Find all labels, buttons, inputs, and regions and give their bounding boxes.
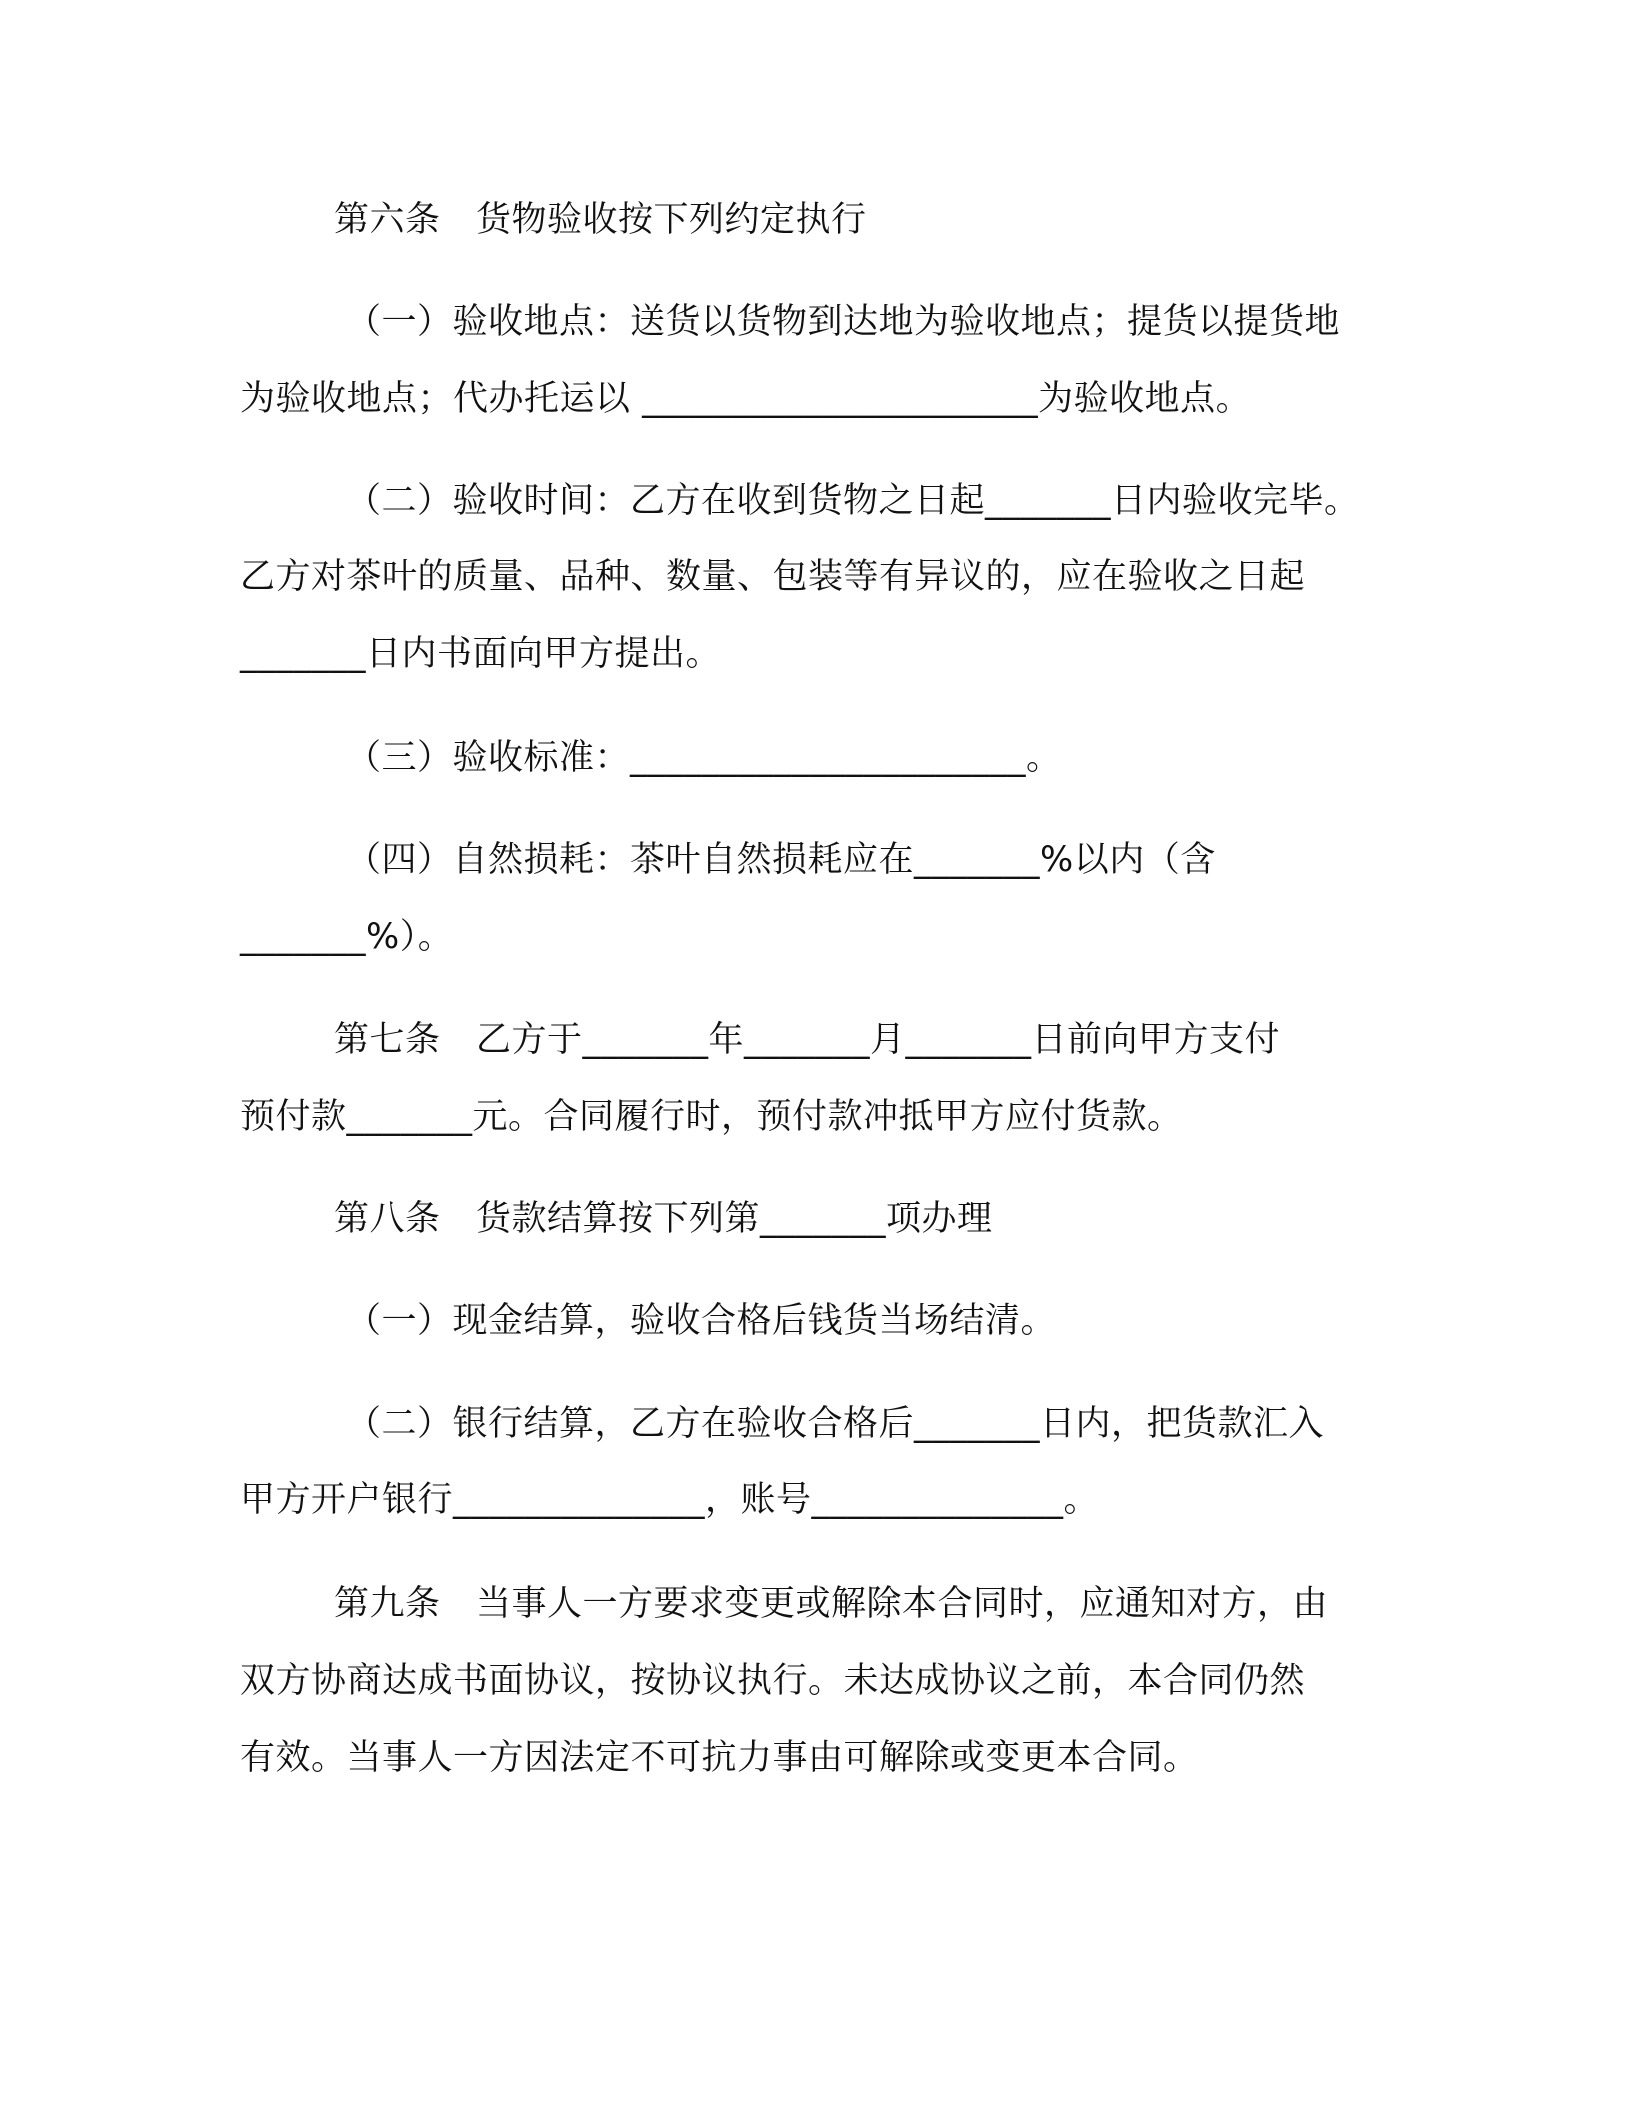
article-7-line-2: 预付款_______元。合同履行时，预付款冲抵甲方应付货款。 <box>240 1097 1183 1137</box>
article-6-heading: 第六条 货物验收按下列约定执行 <box>334 200 867 240</box>
article-7-line-1: 第七条 乙方于_______年_______月_______日前向甲方支付 <box>334 1020 1281 1060</box>
article-6-item-4-line-2: _______%）。 <box>240 917 454 957</box>
article-6-item-4-line-1: （四）自然损耗：茶叶自然损耗应在_______%以内（含 <box>346 840 1216 880</box>
article-8-item-2-line-2: 甲方开户银行______________，账号______________。 <box>240 1480 1100 1520</box>
article-8-item-1: （一）现金结算，验收合格后钱货当场结清。 <box>346 1301 1057 1341</box>
article-6-item-1-line-1: （一）验收地点：送货以货物到达地为验收地点；提货以提货地 <box>346 302 1341 342</box>
article-6-item-2-line-3: _______日内书面向甲方提出。 <box>240 634 722 674</box>
article-6-item-2-line-2: 乙方对茶叶的质量、品种、数量、包装等有异议的，应在验收之日起 <box>240 557 1306 597</box>
article-8-heading: 第八条 货款结算按下列第_______项办理 <box>334 1199 993 1239</box>
article-6-item-3: （三）验收标准：______________________。 <box>346 738 1062 778</box>
article-6-item-2-line-1: （二）验收时间：乙方在收到货物之日起_______日内验收完毕。 <box>346 481 1360 521</box>
article-9-line-1: 第九条 当事人一方要求变更或解除本合同时，应通知对方，由 <box>334 1584 1329 1624</box>
article-9-line-2: 双方协商达成书面协议，按协议执行。未达成协议之前，本合同仍然 <box>240 1661 1306 1701</box>
article-6-item-1-line-2: 为验收地点；代办托运以 ______________________为验收地点。 <box>240 379 1252 419</box>
article-8-item-2-line-1: （二）银行结算，乙方在验收合格后_______日内，把货款汇入 <box>346 1404 1325 1444</box>
article-9-line-3: 有效。当事人一方因法定不可抗力事由可解除或变更本合同。 <box>240 1738 1199 1778</box>
